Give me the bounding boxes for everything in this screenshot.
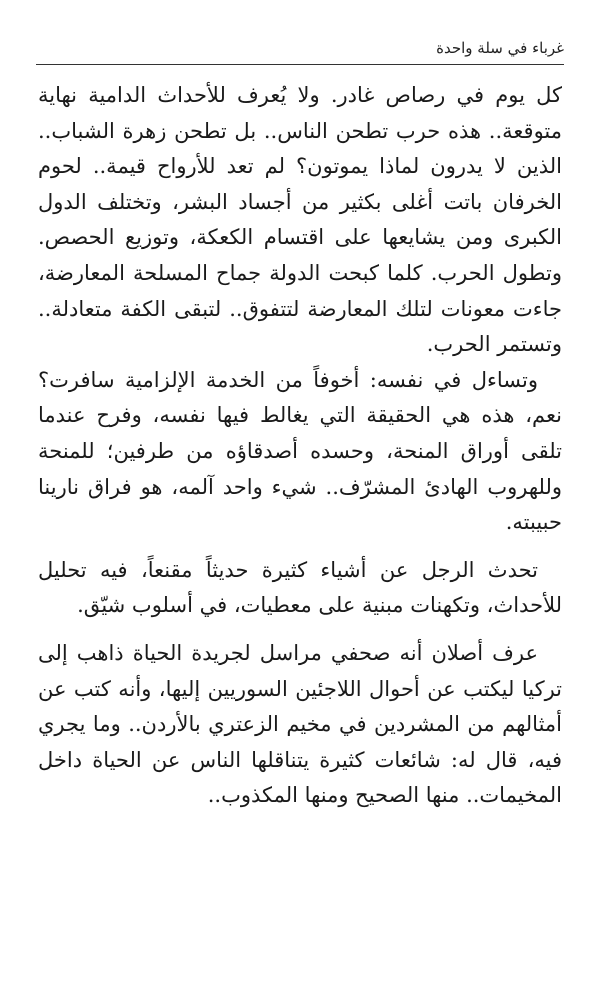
page-body (38, 78, 562, 814)
paragraph-2: وتساءل في نفسه: أخوفاً من الخدمة الإلزامية سافرت؟ نعم، هذه هي الحقيقة التي يغالط فيها نفسه، وفرح عندما تلقى أوراق المنحة، وحسده أصدقاؤه من طرفين؛ للمنحة وللهروب الهادئ المشرّف.. شيء واحد آلمه، هو فراق نارينا حبيبته. (38, 367, 562, 535)
paragraph-3: تحدث الرجل عن أشياء كثيرة حديثاً مقنعاً، فيه تحليل للأحداث، وتكهنات مبنية على معطيات، في أسلوب شيّق. (38, 557, 562, 618)
running-header-title: غرباء في سلة واحدة (436, 39, 564, 57)
header-divider (36, 64, 564, 65)
paragraph-1: كل يوم في رصاص غادر. ولا يُعرف للأحداث الدامية نهاية متوقعة.. هذه حرب تطحن الناس.. بل تطحن زهرة الشباب.. الذين لا يدرون لماذا يموتون؟ لم تعد للأرواح قيمة.. لحوم الخرفان باتت أغلى بكثير من أجساد البشر، وتختلف الدول الكبرى ومن يشايعها على اقتسام الكعكة، وتوزيع الحصص. وتطول الحرب. كلما كبحت الدولة جماح المسلحة المعارضة، جاءت معونات لتلك المعارضة لتتفوق.. لتبقى الكفة متعادلة.. وتستمر الحرب. (38, 83, 562, 357)
paragraph-4: عرف أصلان أنه صحفي مراسل لجريدة الحياة ذاهب إلى تركيا ليكتب عن أحوال اللاجئين السوريين إليها، وأنه كتب عن أمثالهم من المشردين في مخيم الزعتري بالأردن.. وما يجري فيه، قال له: شائعات كثيرة يتناقلها الناس عن الحياة داخل المخيمات.. منها الصحيح ومنها المكذوب.. (38, 640, 562, 808)
